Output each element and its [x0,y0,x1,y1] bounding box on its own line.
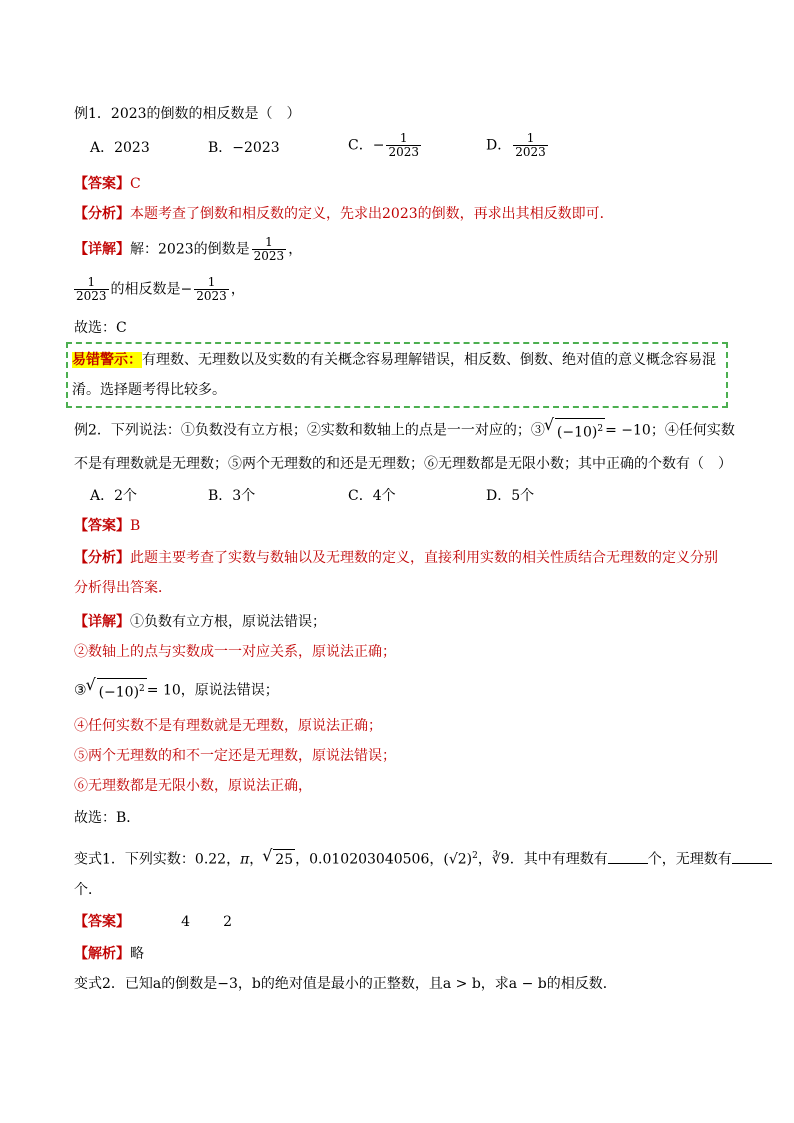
variant1-question-1: 变式1．下列实数：0.22，π，√ 25 ，0.010203040506，$(√2)^2$，∛9．其中有理数有 个，无理数有 [74,846,734,868]
variant1-analysis: 【解析】略 [74,946,144,962]
example2-analysis-2: 分析得出答案． [74,580,172,596]
example1-detail-2: $\frac{1}{2023}$ 的相反数是− $\frac{1}{2023}$ ， [76,275,245,303]
fraction: $\frac{1}{2023}$ [388,131,419,159]
warning-line-2: 淆。选择题考得比较多。 [72,382,226,398]
example2-detail-1: 【详解】①负数有立方根，原说法错误； [74,614,326,630]
example1-detail-1: 【详解】解：2023的倒数是 $\frac{1}{2023}$ ， [74,235,303,263]
example2-detail-5: ⑤两个无理数的和不一定还是无理数，原说法错误； [74,748,396,764]
option-d: D．5个 [486,488,535,504]
option-c: C．4个 [348,488,396,504]
example2-analysis-1: 【分析】此题主要考查了实数与数轴以及无理数的定义，直接利用实数的相关性质结合无理数的定义分别 [74,550,718,566]
option-c: C．− $\frac{1}{2023}$ [348,131,419,159]
blank-2 [732,849,772,864]
variant1-answer: 【答案】 4 2 [74,914,232,930]
example1-choose: 故选：C [74,320,127,336]
example2-question-1: 例2．下列说法：①负数没有立方根；②实数和数轴上的点是一一对应的；③√ $(-10)^2 = -10$；④任何实数 [74,418,734,440]
option-b: B．3个 [208,488,256,504]
blank-1 [608,849,648,864]
variant1-question-2: 个． [74,882,102,898]
option-a: A．2023 [90,140,150,156]
option-d: D． $\frac{1}{2023}$ [486,131,546,159]
warning-label: 易错警示： [72,352,142,368]
example1-question: 例1．2023的倒数的相反数是（ ） [74,106,301,122]
warning-line-1: 易错警示：有理数、无理数以及实数的有关概念容易理解错误，相反数、倒数、绝对值的意义概念容易混 [72,352,716,368]
example2-detail-6: ⑥无理数都是无限小数，原说法正确， [74,778,312,794]
option-a: A．2个 [90,488,138,504]
example2-detail-3: ③√ $(-10)^2 = 10$，原说法错误； [74,678,734,700]
example1-analysis: 【分析】本题考查了倒数和相反数的定义，先求出2023的倒数，再求出其相反数即可． [74,206,614,222]
example2-answer: 【答案】B [74,518,141,534]
example2-choose: 故选：B． [74,810,141,826]
example2-question-2: 不是有理数就是无理数；⑤两个无理数的和还是无理数；⑥无理数都是无限小数；其中正确的个数有（ ） [74,456,732,472]
example2-detail-2: ②数轴上的点与实数成一一对应关系，原说法正确； [74,644,396,660]
variant2-question: 变式2．已知a的倒数是−3，b的绝对值是最小的正整数，且a > b，求a − b的相反数． [74,976,617,992]
option-b: B．−2023 [208,140,280,156]
fraction: $\frac{1}{2023}$ [515,131,546,159]
example1-answer: 【答案】C [74,176,141,192]
example2-detail-4: ④任何实数不是有理数就是无理数，原说法正确； [74,718,382,734]
